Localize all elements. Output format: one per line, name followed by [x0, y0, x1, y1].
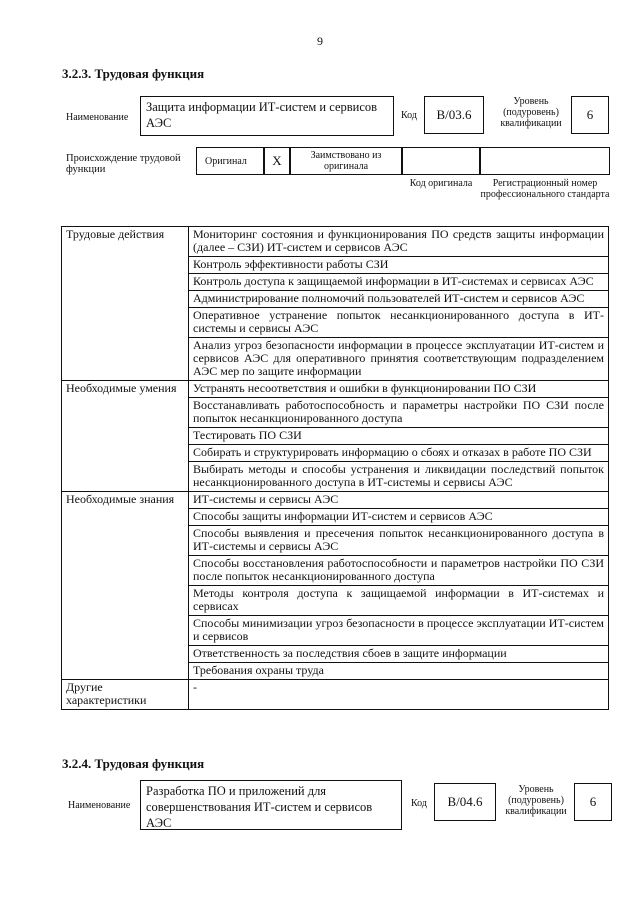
- code-original-label: Код оригинала: [409, 178, 473, 189]
- other-value: -: [189, 680, 609, 710]
- knowledge-label: Необходимые знания: [62, 492, 189, 680]
- knowledge-item: Требования охраны труда: [189, 663, 609, 680]
- other-label: Другие характеристики: [62, 680, 189, 710]
- knowledge-item: Ответственность за последствия сбоев в защите информации: [189, 646, 609, 663]
- knowledge-item: Способы выявления и пресечения попыток несанкционированного доступа в ИТ-системы и сервисы АЭС: [189, 526, 609, 556]
- labor-action-item: Мониторинг состояния и функционирования ПО средств защиты информации (далее – СЗИ) ИТ-систем и сервисов АЭС: [189, 227, 609, 257]
- section-324-name-value: Разработка ПО и приложений для совершенствования ИТ-систем и сервисов АЭС: [140, 780, 402, 830]
- skill-item: Тестировать ПО СЗИ: [189, 428, 609, 445]
- section-323-code-label: Код: [401, 110, 417, 121]
- knowledge-item: Способы минимизации угроз безопасности в процессе эксплуатации ИТ-систем и сервисов: [189, 616, 609, 646]
- section-323-level-value: 6: [571, 96, 609, 134]
- section-324-name-label: Наименование: [68, 800, 131, 811]
- section-324-code-value: B/04.6: [434, 783, 496, 821]
- skills-label: Необходимые умения: [62, 381, 189, 492]
- labor-action-item: Контроль эффективности работы СЗИ: [189, 257, 609, 274]
- knowledge-item: Методы контроля доступа к защищаемой информации в ИТ-системах и сервисах: [189, 586, 609, 616]
- table-row: [62, 492, 609, 509]
- section-324-level-value: 6: [574, 783, 612, 821]
- skill-item: Собирать и структурировать информацию о сбоях и отказах в работе ПО СЗИ: [189, 445, 609, 462]
- section-323-name-value: Защита информации ИТ-систем и сервисов АЭС: [140, 96, 394, 136]
- section-323-name-label: Наименование: [66, 112, 129, 123]
- section-324-title: 3.2.4. Трудовая функция: [62, 756, 205, 771]
- origin-label: Происхождение трудовой функции: [66, 153, 181, 175]
- table-row: [62, 227, 609, 257]
- labor-action-item: Анализ угроз безопасности информации в процессе эксплуатации ИТ-систем и сервисов АЭС для оперативного принятия соответствующим подразделением АЭС мер по защите информации: [189, 338, 609, 381]
- original-label: Оригинал: [205, 156, 247, 167]
- section-324-code-label: Код: [411, 798, 427, 809]
- code-original-cell: [402, 147, 480, 175]
- labor-action-item: Оперативное устранение попыток несанкционированного доступа в ИТ-системы и сервисы АЭС: [189, 308, 609, 338]
- page-number: 9: [317, 34, 323, 48]
- labor-function-table: [61, 226, 609, 710]
- knowledge-item: Способы восстановления работоспособности и параметров настройки ПО СЗИ после попыток несанкционированного доступа: [189, 556, 609, 586]
- labor-action-item: Администрирование полномочий пользователей ИТ-систем и сервисов АЭС: [189, 291, 609, 308]
- reg-number-cell: [480, 147, 610, 175]
- reg-number-label: Регистрационный номер профессионального стандарта: [480, 178, 610, 200]
- original-cell: [196, 147, 264, 175]
- knowledge-item: ИТ-системы и сервисы АЭС: [189, 492, 609, 509]
- borrowed-label: Заимствовано из оригинала: [290, 147, 402, 175]
- table-row: [62, 381, 609, 398]
- section-323-level-label: Уровень (подуровень) квалификации: [500, 96, 562, 129]
- skill-item: Восстанавливать работоспособность и параметры настройки ПО СЗИ после попыток несанкционированного доступа: [189, 398, 609, 428]
- knowledge-item: Способы защиты информации ИТ-систем и сервисов АЭС: [189, 509, 609, 526]
- skill-item: Выбирать методы и способы устранения и ликвидации последствий попыток несанкционированного доступа в ИТ-системы и сервисы АЭС: [189, 462, 609, 492]
- labor-action-item: Контроль доступа к защищаемой информации в ИТ-системах и сервисах АЭС: [189, 274, 609, 291]
- section-323-code-value: B/03.6: [424, 96, 484, 134]
- section-324-level-label: Уровень (подуровень) квалификации: [505, 784, 567, 817]
- original-mark: X: [264, 147, 290, 175]
- section-323-title: 3.2.3. Трудовая функция: [62, 66, 205, 81]
- table-row: [62, 680, 609, 710]
- labor-actions-label: Трудовые действия: [62, 227, 189, 381]
- skill-item: Устранять несоответствия и ошибки в функционировании ПО СЗИ: [189, 381, 609, 398]
